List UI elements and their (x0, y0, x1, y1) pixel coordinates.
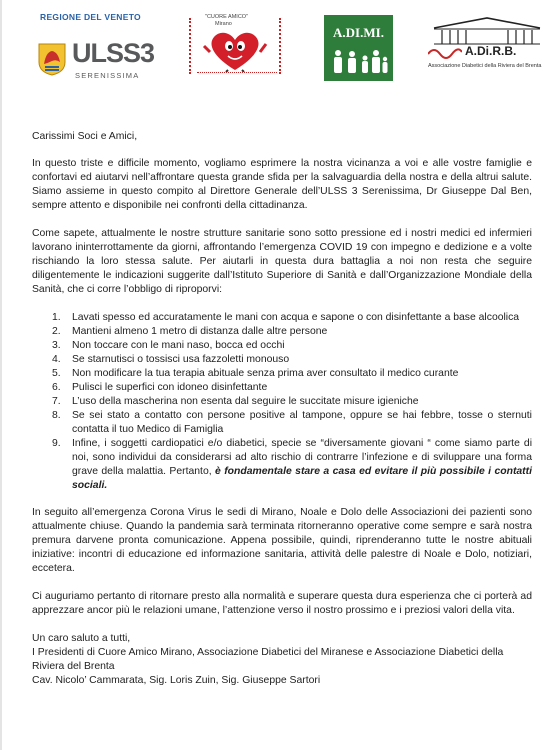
ulss3-wordmark: ULSS3 (72, 38, 155, 68)
paragraph-closures: In seguito all’emergenza Corona Virus le sedi di Mirano, Noale e Dolo delle Associazioni dei pazienti sono attualmente chiuse. Quando la pandemia sarà terminata ritorneranno operative come sempre e sarà nostra premura darvene pronta comunicazione. Appena possibile, quindi, riprenderanno tutte le nostre abituali iniziative: incontri di educazione ed informazione sanitaria, attività delle palestre di Noale e Dolo, notiziari, eccetera. (32, 507, 532, 574)
closing-block (32, 632, 532, 688)
serenissima-label: SERENISSIMA (75, 71, 140, 80)
list-item: 3. Non toccare con le mani naso, bocca ed occhi (52, 340, 285, 351)
list-item: 8. Se sei stato a contatto con persone positive al tampone, oppure se hai febbre, tosse o sternuti contatta il tuo Medico di Famiglia (52, 410, 532, 435)
villa-building-icon (430, 16, 544, 46)
list-item: 2. Mantieni almeno 1 metro di distanza dalle altre persone (52, 326, 328, 337)
red-wave-icon (428, 44, 462, 60)
list-item: 9. Infine, i soggetti cardiopatici e/o diabetici, specie se “diversamente giovani “ come siamo parte di noi, sono individui da considerarsi ad alto rischio di contrarre l’infezione e di sviluppare una forma grave della malattia. Pertanto, è fondamentale stare a casa ed evitare il più possibile i contatti sociali. (52, 438, 532, 491)
adirb-wordmark: A.Di.R.B. (465, 44, 517, 58)
adirb-tagline: Associazione Diabetici della Riviera del Brenta (428, 63, 542, 69)
adirb-logo (420, 14, 548, 84)
dotted-border-left (189, 18, 194, 74)
list-item: 4. Se starnutisci o tossisci usa fazzoletti monouso (52, 354, 290, 365)
adimi-wordmark: A.DI.MI. (333, 25, 384, 40)
lion-crest-icon (37, 42, 67, 76)
recommendations-list (32, 311, 532, 493)
dotted-border-bottom (197, 72, 277, 73)
list-item: 7. L’uso della mascherina non esenta dal seguire le succitate misure igieniche (52, 396, 419, 407)
letter-body (32, 130, 532, 688)
list-item: 5. Non modificare la tua terapia abituale senza prima aver consultato il medico curante (52, 368, 459, 379)
salutation: Carissimi Soci e Amici, (32, 131, 138, 142)
heart-mascot-icon (202, 28, 268, 72)
page-edge (0, 0, 2, 750)
emphasis-stay-home: è fondamentale stare a casa ed evitare il più possibile i contatti sociali. (72, 466, 532, 491)
dotted-border-right (279, 18, 284, 74)
cuore-amico-label: "CUORE AMICO" (205, 14, 249, 20)
paragraph-hope: Ci auguriamo pertanto di ritornare presto alla normalità e superare questa dura esperienza che ci porterà ad apprezzare ancor più le relazioni umane, l’attenzione verso il nostro prossimo e i preziosi valori della vita. (32, 591, 532, 616)
list-item: 6. Pulisci le superfici con idoneo disinfettante (52, 382, 268, 393)
signer-names: Cav. Nicolo’ Cammarata, Sig. Loris Zuin, Sig. Giuseppe Sartori (32, 675, 321, 686)
paragraph-situation: Come sapete, attualmente le nostre strutture sanitarie sono sotto pressione ed i nostri medici ed infermieri lavorano ininterrottamente da giorni, affrontando l’emergenza COVID 19 con impegno e dedizione e a volte rischiando la loro stessa salute. Per aiutarli in questa dura battaglia a noi non resta che seguire diligentemente le indicazioni suggerite dall’Istituto Superiore di Sanità e dall’Organizzazione Mondiale della Sanità, che ci corre l’obbligo di riproporvi: (32, 228, 532, 295)
signers-intro: I Presidenti di Cuore Amico Mirano, Associazione Diabetici del Miranese e Associazione Diabetici della Riviera del Brenta (32, 647, 504, 672)
family-figures-icon (329, 49, 389, 75)
paragraph-intro: In questo triste e difficile momento, vogliamo esprimere la nostra vicinanza a voi e alle vostre famiglie e confortavi ed aiutarvi nell’affrontare questa grande sfida per la salvaguardia della nostra e della altrui salute. Siamo assieme in questo compito al Direttore Generale dell’ULSS 3 Serenissima, Dr Giuseppe Dal Ben, sempre attento e disponibile nei confronti della cittadinanza. (32, 158, 532, 211)
ulss3-logo (34, 12, 154, 78)
closing-greeting: Un caro saluto a tutti, (32, 633, 131, 644)
mirano-label: Mirano (215, 21, 232, 27)
list-item: 1. Lavati spesso ed accuratamente le mani con acqua e sapone o con disinfettante a base alcoolica (52, 312, 520, 323)
region-veneto-label: REGIONE DEL VENETO (40, 12, 141, 22)
adimi-logo (324, 15, 393, 81)
cuore-amico-logo (187, 12, 287, 77)
